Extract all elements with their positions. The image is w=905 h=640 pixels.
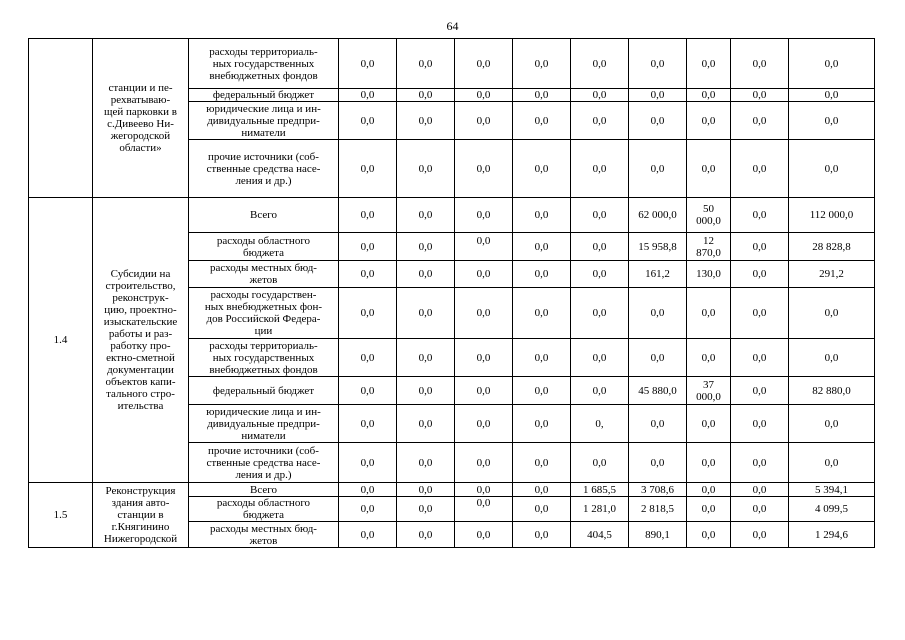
value-cell: 0,0	[571, 140, 629, 198]
value-cell: 0,0	[455, 39, 513, 89]
value-cell: 0,0	[571, 39, 629, 89]
funding-source: федеральный бюджет	[189, 89, 339, 102]
value-cell: 0,0	[629, 102, 687, 140]
value-cell: 15 958,8	[629, 233, 687, 261]
value-cell: 0,	[571, 405, 629, 443]
value-cell: 0,0	[397, 443, 455, 483]
value-cell: 0,0	[339, 39, 397, 89]
value-cell: 0,0	[571, 198, 629, 233]
value-cell: 0,0	[339, 339, 397, 377]
value-cell: 0,0	[629, 443, 687, 483]
value-cell: 0,0	[513, 377, 571, 405]
value-cell: 0,0	[789, 102, 875, 140]
value-cell: 0,0	[731, 39, 789, 89]
value-cell: 0,0	[687, 140, 731, 198]
value-cell: 0,0	[455, 522, 513, 548]
value-cell: 0,0	[731, 497, 789, 522]
value-cell: 0,0	[513, 339, 571, 377]
value-cell: 0,0	[687, 497, 731, 522]
funding-source: прочие источники (соб- ственные средства насе- ления и др.)	[189, 140, 339, 198]
value-cell: 0,0	[397, 288, 455, 339]
funding-source: расходы областного бюджета	[189, 233, 339, 261]
value-cell: 0,0	[731, 377, 789, 405]
value-cell: 0,0	[687, 443, 731, 483]
item-name: Реконструкция здания авто- станции в г.Княгинино Нижегородской	[93, 483, 189, 548]
value-cell: 0,0	[571, 377, 629, 405]
value-cell: 0,0	[397, 102, 455, 140]
value-cell: 0,0	[455, 405, 513, 443]
funding-source: Всего	[189, 198, 339, 233]
value-cell: 28 828,8	[789, 233, 875, 261]
value-cell: 0,0	[731, 89, 789, 102]
value-cell: 0,0	[687, 102, 731, 140]
value-cell: 161,2	[629, 261, 687, 288]
value-cell: 0,0	[339, 522, 397, 548]
value-cell: 0,0	[731, 339, 789, 377]
value-cell: 0,0	[397, 377, 455, 405]
value-cell: 0,0	[513, 89, 571, 102]
value-cell: 5 394,1	[789, 483, 875, 497]
value-cell: 0,0	[339, 233, 397, 261]
value-cell: 37 000,0	[687, 377, 731, 405]
value-cell: 0,0	[513, 483, 571, 497]
funding-source: расходы местных бюд- жетов	[189, 261, 339, 288]
value-cell: 130,0	[687, 261, 731, 288]
value-cell: 0,0	[687, 405, 731, 443]
funding-source: юридические лица и ин- дивидуальные предпри- ниматели	[189, 405, 339, 443]
value-cell: 0,0	[789, 89, 875, 102]
value-cell: 0,0	[687, 288, 731, 339]
value-cell: 0,0	[629, 405, 687, 443]
value-cell: 0,0	[339, 261, 397, 288]
value-cell: 0,0	[339, 483, 397, 497]
value-cell: 0,0	[397, 522, 455, 548]
value-cell: 0,0	[731, 288, 789, 339]
value-cell: 0,0	[339, 102, 397, 140]
value-cell: 112 000,0	[789, 198, 875, 233]
table-row	[29, 39, 875, 89]
value-cell: 0,0	[513, 198, 571, 233]
value-cell: 890,1	[629, 522, 687, 548]
value-cell: 0,0	[731, 261, 789, 288]
value-cell: 0,0	[455, 377, 513, 405]
value-cell: 0,0	[789, 39, 875, 89]
value-cell: 0,0	[455, 483, 513, 497]
value-cell: 1 294,6	[789, 522, 875, 548]
value-cell: 0,0	[629, 288, 687, 339]
value-cell: 0,0	[397, 339, 455, 377]
value-cell: 0,0	[513, 102, 571, 140]
value-cell: 0,0	[397, 89, 455, 102]
value-cell: 0,0	[455, 233, 513, 261]
funding-source: расходы государствен- ных внебюджетных фон- дов Российской Федера- ции	[189, 288, 339, 339]
table-body	[29, 39, 875, 548]
funding-source: расходы территориаль- ных государственных внебюджетных фондов	[189, 39, 339, 89]
value-cell: 404,5	[571, 522, 629, 548]
value-cell: 0,0	[339, 198, 397, 233]
value-cell: 291,2	[789, 261, 875, 288]
value-cell: 0,0	[339, 405, 397, 443]
value-cell: 0,0	[455, 198, 513, 233]
value-cell: 0,0	[789, 443, 875, 483]
value-cell: 0,0	[629, 39, 687, 89]
value-cell: 0,0	[731, 140, 789, 198]
item-number	[29, 39, 93, 198]
page-number: 64	[446, 19, 459, 33]
value-cell: 0,0	[455, 339, 513, 377]
funding-source: федеральный бюджет	[189, 377, 339, 405]
value-cell: 62 000,0	[629, 198, 687, 233]
value-cell: 0,0	[731, 483, 789, 497]
value-cell: 1 685,5	[571, 483, 629, 497]
value-cell: 0,0	[513, 522, 571, 548]
value-cell: 0,0	[339, 497, 397, 522]
value-cell: 0,0	[687, 483, 731, 497]
value-cell: 0,0	[455, 288, 513, 339]
value-cell: 0,0	[731, 443, 789, 483]
value-cell: 0,0	[629, 339, 687, 377]
value-cell: 0,0	[339, 140, 397, 198]
value-cell: 0,0	[687, 339, 731, 377]
table-row	[29, 483, 875, 497]
funding-source: расходы территориаль- ных государственных внебюджетных фондов	[189, 339, 339, 377]
value-cell: 0,0	[571, 89, 629, 102]
value-cell: 0,0	[513, 405, 571, 443]
value-cell: 0,0	[789, 140, 875, 198]
value-cell: 0,0	[397, 198, 455, 233]
value-cell: 1 281,0	[571, 497, 629, 522]
value-cell: 12 870,0	[687, 233, 731, 261]
value-cell: 0,0	[687, 89, 731, 102]
value-cell: 50 000,0	[687, 198, 731, 233]
value-cell: 0,0	[571, 339, 629, 377]
value-cell: 0,0	[339, 89, 397, 102]
value-cell: 0,0	[687, 522, 731, 548]
value-cell: 0,0	[455, 443, 513, 483]
budget-table	[28, 38, 875, 548]
value-cell: 0,0	[731, 198, 789, 233]
funding-source: расходы областного бюджета	[189, 497, 339, 522]
value-cell: 0,0	[455, 261, 513, 288]
item-name: станции и пе- рехватываю- щей парковки в с.Дивеево Ни- жегородской области»	[93, 39, 189, 198]
item-number: 1.4	[29, 198, 93, 483]
value-cell: 0,0	[789, 405, 875, 443]
value-cell: 0,0	[731, 102, 789, 140]
value-cell: 2 818,5	[629, 497, 687, 522]
value-cell: 0,0	[339, 288, 397, 339]
value-cell: 0,0	[687, 39, 731, 89]
value-cell: 0,0	[789, 288, 875, 339]
value-cell: 0,0	[513, 233, 571, 261]
value-cell: 0,0	[513, 497, 571, 522]
value-cell: 0,0	[397, 233, 455, 261]
value-cell: 0,0	[629, 89, 687, 102]
value-cell: 0,0	[571, 261, 629, 288]
value-cell: 3 708,6	[629, 483, 687, 497]
value-cell: 0,0	[731, 233, 789, 261]
value-cell: 0,0	[571, 288, 629, 339]
funding-source: расходы местных бюд- жетов	[189, 522, 339, 548]
value-cell: 0,0	[629, 140, 687, 198]
value-cell: 0,0	[339, 443, 397, 483]
funding-source: Всего	[189, 483, 339, 497]
value-cell: 0,0	[397, 405, 455, 443]
item-number: 1.5	[29, 483, 93, 548]
value-cell: 0,0	[339, 377, 397, 405]
value-cell: 0,0	[397, 140, 455, 198]
value-cell: 0,0	[731, 405, 789, 443]
value-cell: 0,0	[513, 261, 571, 288]
value-cell: 0,0	[513, 443, 571, 483]
funding-source: прочие источники (соб- ственные средства насе- ления и др.)	[189, 443, 339, 483]
value-cell: 0,0	[789, 339, 875, 377]
value-cell: 0,0	[571, 102, 629, 140]
value-cell: 0,0	[513, 39, 571, 89]
value-cell: 0,0	[571, 233, 629, 261]
value-cell: 0,0	[731, 522, 789, 548]
value-cell: 82 880,0	[789, 377, 875, 405]
value-cell: 0,0	[455, 497, 513, 522]
value-cell: 0,0	[455, 140, 513, 198]
value-cell: 45 880,0	[629, 377, 687, 405]
value-cell: 0,0	[455, 102, 513, 140]
funding-source: юридические лица и ин- дивидуальные предпри- ниматели	[189, 102, 339, 140]
value-cell: 0,0	[513, 288, 571, 339]
value-cell: 0,0	[513, 140, 571, 198]
value-cell: 0,0	[397, 39, 455, 89]
item-name: Субсидии на строительство, реконструк- цию, проектно- изыскательские работы и раз- работку про- ектно-сметной документации объектов капи- тального стро- ительства	[93, 198, 189, 483]
value-cell: 0,0	[397, 261, 455, 288]
value-cell: 4 099,5	[789, 497, 875, 522]
value-cell: 0,0	[455, 89, 513, 102]
value-cell: 0,0	[571, 443, 629, 483]
table-row	[29, 198, 875, 233]
value-cell: 0,0	[397, 497, 455, 522]
value-cell: 0,0	[397, 483, 455, 497]
